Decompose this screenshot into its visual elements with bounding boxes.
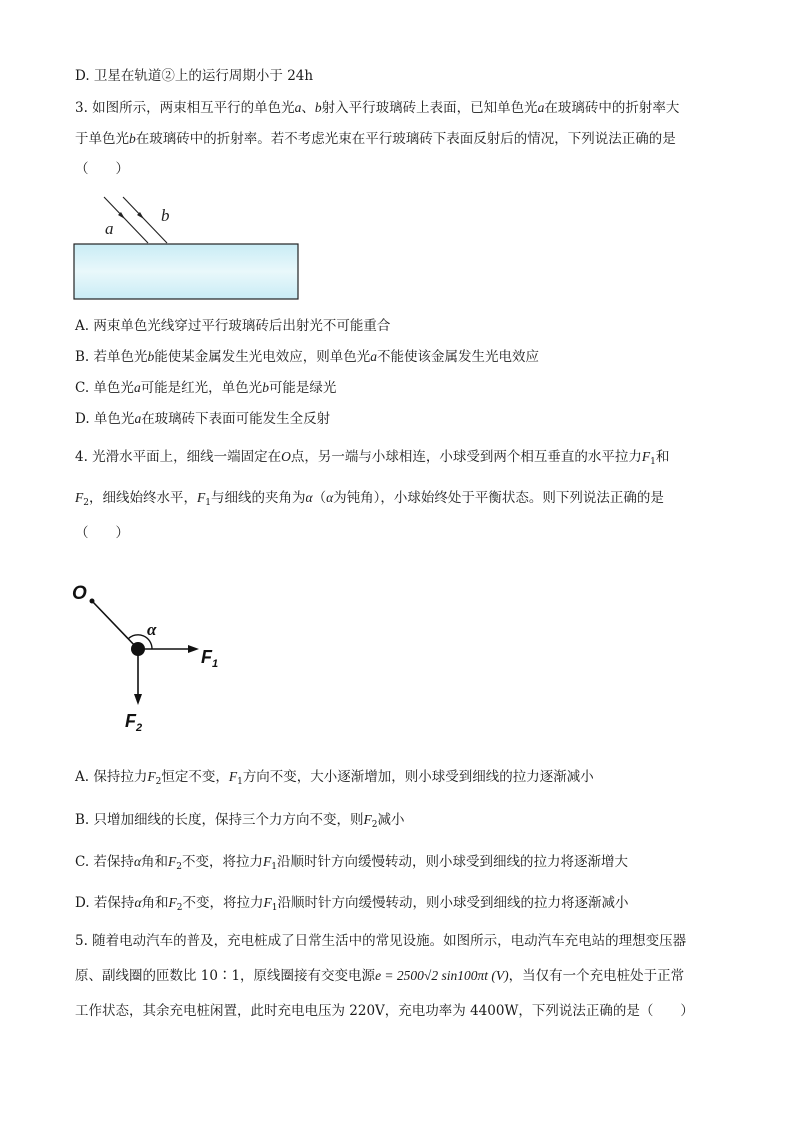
q3-answer-paren: （ ） (75, 161, 129, 177)
q5-stem-line1: 5. 随着电动汽车的普及，充电桩成了日常生活中的常见设施。如图所示，电动汽车充电站的理想变压器 (75, 933, 687, 949)
q5-stem-line2: 原、副线圈的匝数比 10∶1，原线圈接有交变电源e = 2500√2 sin100πt (V)，当仅有一个充电桩处于正常 (75, 968, 685, 984)
q4-answer-paren: （ ） (75, 525, 129, 541)
point-o-label: O (72, 583, 87, 604)
ray-b-label: b (161, 206, 170, 225)
q3-stem-line2: 于单色光b在玻璃砖中的折射率。若不考虑光束在平行玻璃砖下表面反射后的情况，下列说法正确的是 (75, 131, 676, 147)
string (92, 601, 138, 649)
ray-a-label: a (105, 219, 114, 238)
ball (131, 642, 145, 656)
q3-option-b: B. 若单色光b能使某金属发生光电效应，则单色光a不能使该金属发生光电效应 (75, 349, 540, 365)
q4-option-b: B. 只增加细线的长度，保持三个力方向不变，则$F_2$减小 (75, 812, 405, 830)
alpha-label: α (147, 620, 157, 639)
q3-option-a: A. 两束单色光线穿过平行玻璃砖后出射光不可能重合 (75, 318, 391, 334)
prev-option-d: D. 卫星在轨道②上的运行周期小于 24h (75, 68, 314, 84)
q4-option-d: D. 若保持α角和$F_2$不变，将拉力$F_1$沿顺时针方向缓慢转动，则小球受到细线的拉力将逐渐减小 (75, 895, 629, 913)
q4-stem-line1: 4. 光滑水平面上，细线一端固定在O点，另一端与小球相连，小球受到两个相互垂直的水平拉力$F_1$和 (75, 449, 670, 467)
q4-option-a: A. 保持拉力$F_2$恒定不变，$F_1$方向不变，大小逐渐增加，则小球受到细线的拉力逐渐减小 (75, 769, 594, 787)
f2-label: $F_2$ (125, 711, 143, 734)
q3-option-d: D. 单色光a在玻璃砖下表面可能发生全反射 (75, 411, 331, 427)
f1-label: $F_1$ (201, 647, 219, 670)
q5-stem-line3: 工作状态，其余充电桩闲置，此时充电电压为 220V，充电功率为 4400W，下列说法正确的是（ ） (75, 1003, 694, 1019)
glass-brick (74, 244, 298, 299)
q3-stem-line1: 3. 如图所示，两束相互平行的单色光a、b射入平行玻璃砖上表面，已知单色光a在玻璃砖中的折射率大 (75, 100, 680, 116)
q4-force-diagram (65, 575, 240, 745)
q3-option-c: C. 单色光a可能是红光，单色光b可能是绿光 (75, 380, 337, 396)
q5-formula: e = 2500√2 sin100πt (V) (375, 968, 509, 983)
q3-glass-brick-figure (70, 192, 310, 304)
q4-option-c: C. 若保持α角和$F_2$不变，将拉力$F_1$沿顺时针方向缓慢转动，则小球受到细线的拉力将逐渐增大 (75, 854, 628, 872)
q4-stem-line2: $F_2$，细线始终水平，$F_1$与细线的夹角为α（α为钝角），小球始终处于平衡状态。则下列说法正确的是 (75, 490, 664, 508)
